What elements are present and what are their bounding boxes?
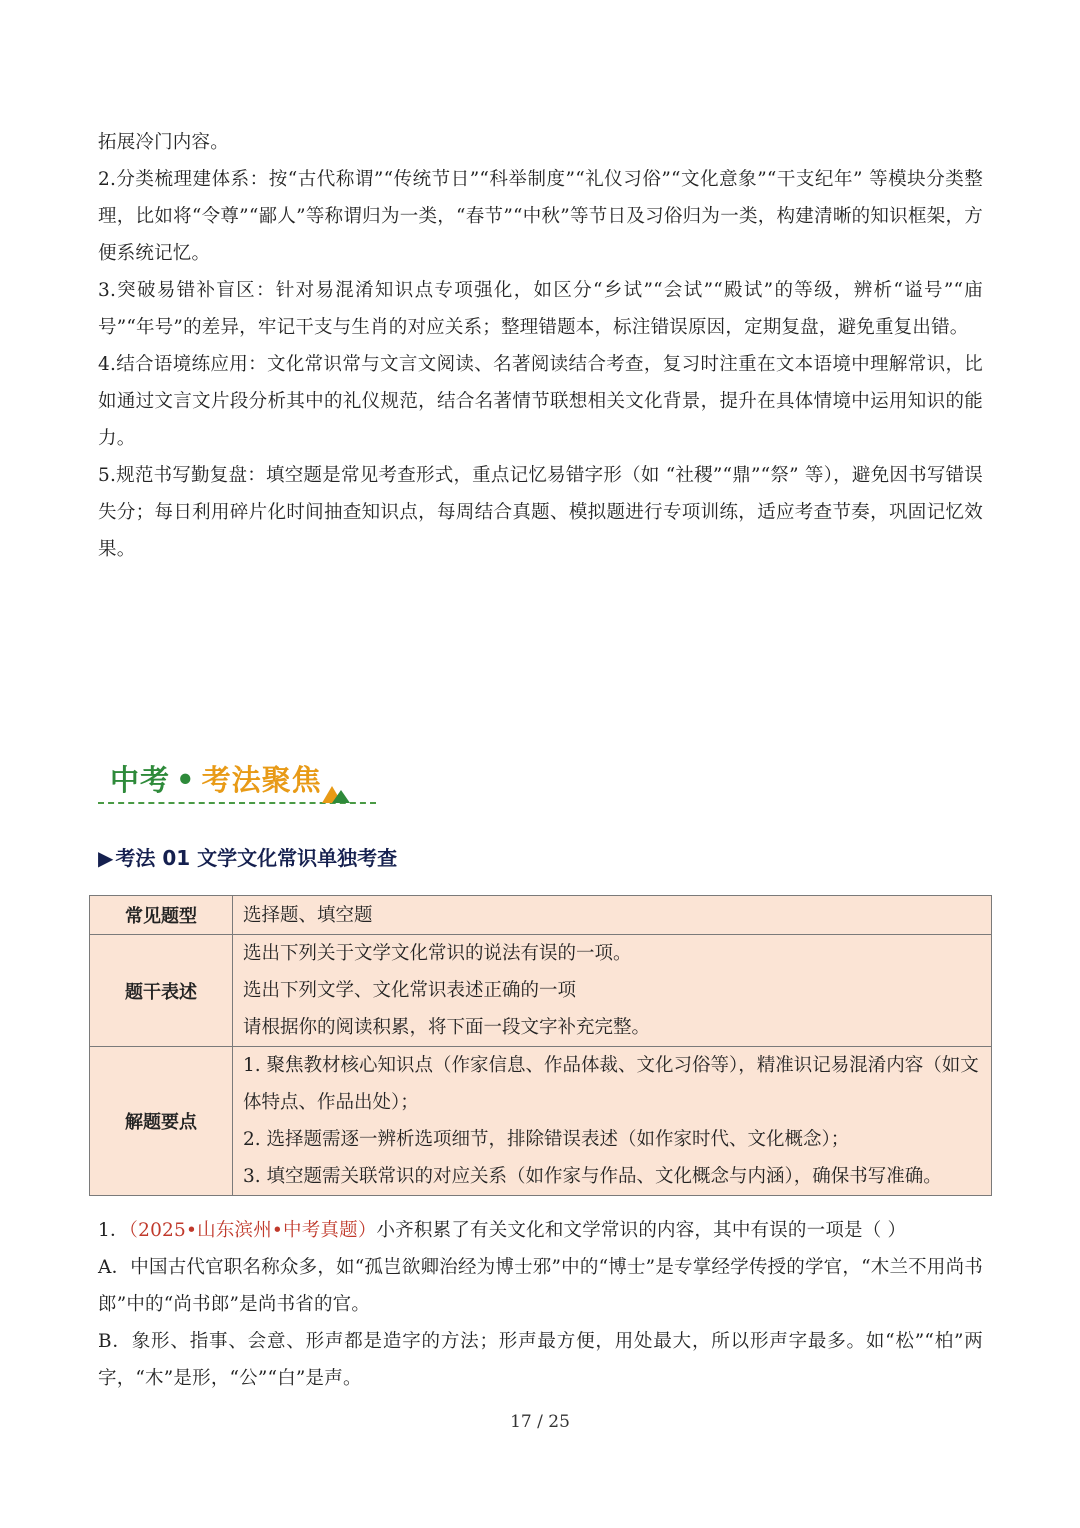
question-stem [98,1212,983,1249]
paragraph-tip-5: 5.规范书写勤复盘：填空题是常见考查形式，重点记忆易错字形（如 “社稷”“鼎”“祭” 等），避免因书写错误失分；每日利用碎片化时间抽查知识点，每周结合真题、模拟题进行专项训练，适应考查节奏，巩固记忆效果。 [98,465,983,560]
method-table [89,895,992,1196]
table-label: 解题要点 [90,1047,233,1196]
section-title [98,842,397,871]
table-row [90,1047,992,1196]
table-line: 1. 聚焦教材核心知识点（作家信息、作品体裁、文化习俗等），精准识记易混淆内容（如文体特点、作品出处）； [243,1055,979,1113]
option-a: A．中国古代官职名称众多，如“孤岂欲卿治经为博士邪”中的“博士”是专掌经学传授的学官，“木兰不用尚书郎”中的“尚书郎”是尚书省的官。 [98,1257,983,1315]
paragraph-tip-2: 2.分类梳理建体系：按“古代称谓”“传统节日”“科举制度”“礼仪习俗”“文化意象”“干支纪年” 等模块分类整理，比如将“令尊”“鄙人”等称谓归为一类，“春节”“中秋”等节日及习俗归为一类，构建清晰的知识框架，方便系统记忆。 [98,169,983,264]
banner-part1: 中考 [110,763,171,797]
banner-separator: • [176,763,196,797]
table-value [233,935,992,1047]
question-number: 1． [98,1220,129,1241]
table-line: 请根据你的阅读积累，将下面一段文字补充完整。 [243,1017,651,1038]
body-text [98,124,983,568]
section-title-text: 考法 01 文学文化常识单独考查 [115,846,398,870]
table-row [90,896,992,935]
table-line: 选出下列文学、文化常识表述正确的一项 [243,980,577,1001]
table-line: 选择题、填空题 [243,904,373,926]
banner-part2: 考法聚焦 [201,763,322,797]
table-label: 题干表述 [90,935,233,1047]
question-source: （2025•山东滨州•中考真题） [128,1220,377,1241]
option-b: B．象形、指事、会意、形声都是造字的方法；形声最方便，用处最大，所以形声字最多。如“松”“柏”两字，“木”是形，“公”“白”是声。 [98,1331,983,1389]
table-label: 常见题型 [90,896,233,935]
table-line: 选出下列关于文学文化常识的说法有误的一项。 [243,943,632,964]
table-row [90,935,992,1047]
table-line: 3. 填空题需关联常识的对应关系（如作家与作品、文化概念与内涵），确保书写准确。 [243,1166,942,1187]
table-line: 2. 选择题需逐一辨析选项细节，排除错误表述（如作家时代、文化概念）； [243,1129,850,1150]
question-text: 小齐积累了有关文化和文学常识的内容，其中有误的一项是（ ） [376,1220,907,1241]
mountain-icon [322,782,352,804]
question-block [98,1212,983,1397]
table-value [233,896,992,935]
page-number: 17 / 25 [510,1412,570,1432]
paragraph-tip-4: 4.结合语境练应用：文化常识常与文言文阅读、名著阅读结合考查，复习时注重在文本语境中理解常识，比如通过文言文片段分析其中的礼仪规范，结合名著情节联想相关文化背景，提升在具体情境中运用知识的能力。 [98,354,983,449]
triangle-arrow-icon: ▶ [98,846,114,870]
paragraph-intro-tail: 拓展冷门内容。 [98,132,229,153]
banner-title [110,758,322,799]
table-value [233,1047,992,1196]
paragraph-tip-3: 3.突破易错补盲区：针对易混淆知识点专项强化，如区分“乡试”“会试”“殿试”的等级，辨析“谥号”“庙号”“年号”的差异，牢记干支与生肖的对应关系；整理错题本，标注错误原因，定期复盘，避免重复出错。 [98,280,983,338]
